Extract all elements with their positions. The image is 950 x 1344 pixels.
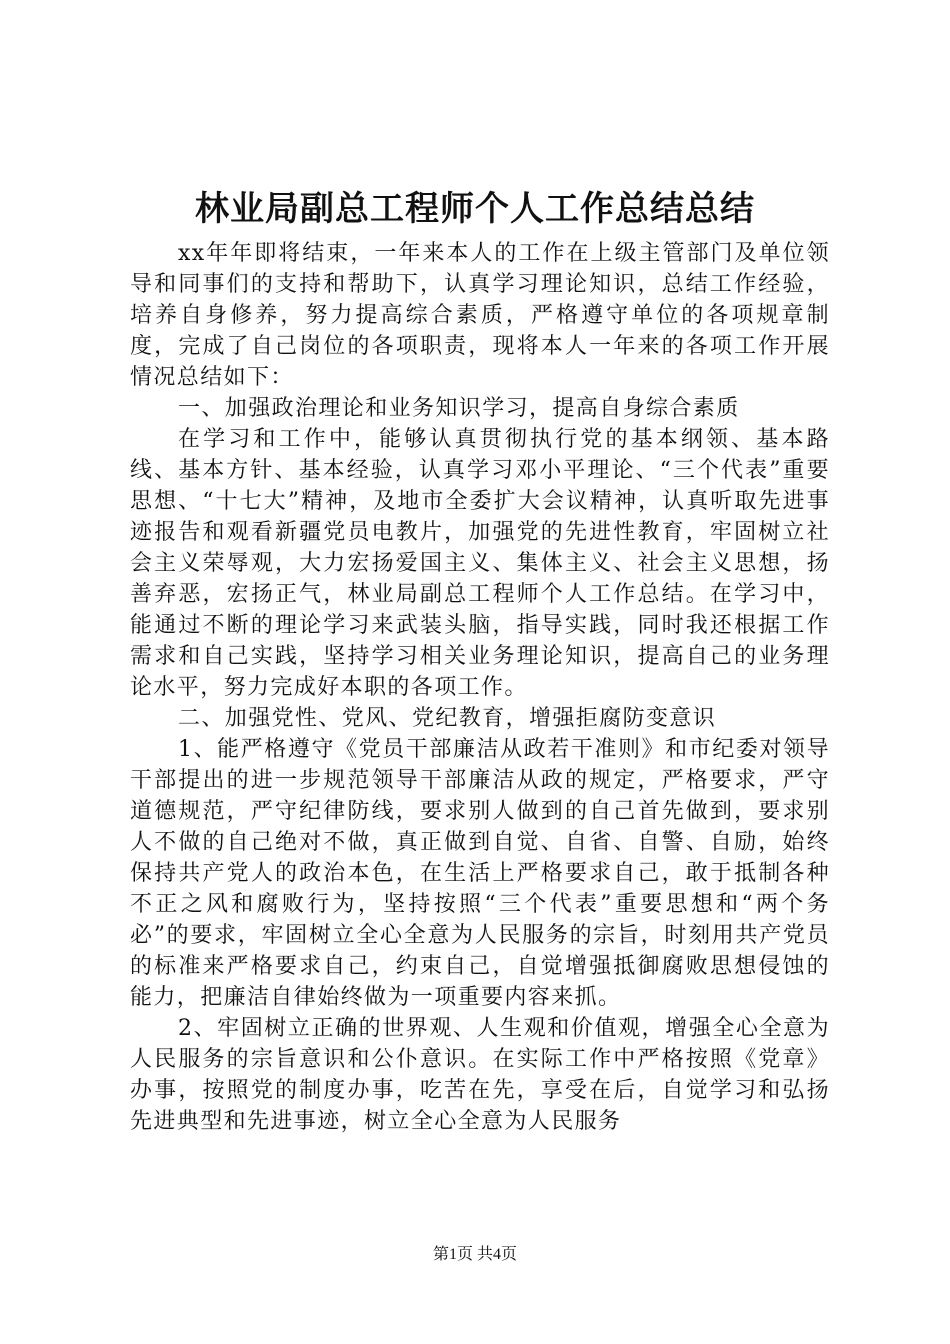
- section-heading-1: 一、加强政治理论和业务知识学习，提高自身综合素质: [178, 396, 740, 421]
- section-heading-2: 二、加强党性、党风、党纪教育，增强拒腐防变意识: [178, 706, 717, 731]
- section-1-paragraph: 在学习和工作中，能够认真贯彻执行党的基本纲领、基本路线、基本方针、基本经验，认真学习邓小平理论、“三个代表”重要思想、“十七大”精神，及地市全委扩大会议精神，认真听取先进事迹报告和观看新疆党员电教片，加强党的先进性教育，牢固树立社会主义荣辱观，大力宏扬爱国主义、集体主义、社会主义思想，扬善弃恶，宏扬正气，林业局副总工程师个人工作总结。在学习中，能通过不断的理论学习来武装头脑，指导实践，同时我还根据工作需求和自己实践，坚持学习相关业务理论知识，提高自己的业务理论水平，努力完成好本职的各项工作。: [130, 427, 830, 700]
- document-title: 林业局副总工程师个人工作总结总结: [195, 189, 755, 229]
- section-2-item-1: 1、能严格遵守《党员干部廉洁从政若干准则》和市纪委对领导干部提出的进一步规范领导干部廉洁从政的规定，严格要求，严守道德规范，严守纪律防线，要求别人做到的自己首先做到，要求别人不做的自己绝对不做，真正做到自觉、自省、自警、自励，始终保持共产党人的政治本色，在生活上严格要求自己，敢于抵制各种不正之风和腐败行为，坚持按照“三个代表”重要思想和“两个务必”的要求，牢固树立全心全意为人民服务的宗旨，时刻用共产党员的标准来严格要求自己，约束自己，自觉增强抵御腐败思想侵蚀的能力，把廉洁自律始终做为一项重要内容来抓。: [130, 737, 830, 1010]
- intro-paragraph: xx年年即将结束，一年来本人的工作在上级主管部门及单位领导和同事们的支持和帮助下，认真学习理论知识，总结工作经验，培养自身修养，努力提高综合素质，严格遵守单位的各项规章制度，完成了自己岗位的各项职责，现将本人一年来的各项工作开展情况总结如下：: [130, 241, 830, 390]
- page-footer: 第1页 共4页: [432, 1246, 517, 1263]
- document-body: [130, 238, 830, 1137]
- section-2-item-2: 2、牢固树立正确的世界观、人生观和价值观，增强全心全意为人民服务的宗旨意识和公仆意识。在实际工作中严格按照《党章》办事，按照党的制度办事，吃苦在先，享受在后，自觉学习和弘扬先进典型和先进事迹，树立全心全意为人民服务: [130, 1016, 830, 1134]
